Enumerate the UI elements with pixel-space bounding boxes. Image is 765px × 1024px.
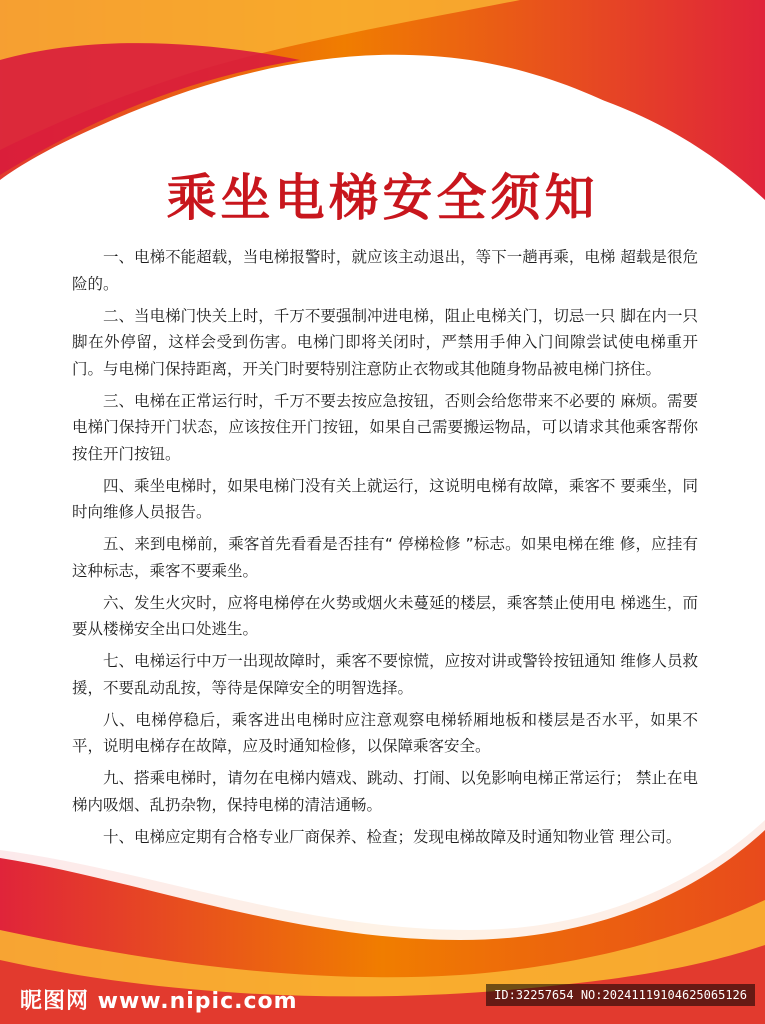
rule-8: 八、电梯停稳后，乘客进出电梯时应注意观察电梯轿厢地板和楼层是否水平，如果不平，说明电梯存在故障，应及时通知检修，以保障乘客安全。 xyxy=(72,710,698,755)
watermark-id: ID:32257654 NO:20241119104625065126 xyxy=(486,984,755,1006)
rule-2: 二、当电梯门快关上时，千万不要强制冲进电梯，阻止电梯关门，切忌一只 脚在内一只脚在外停留，这样会受到伤害。电梯门即将关闭时，严禁用手伸入门间隙尝试使电梯重开门。与电梯门保持距离，开关门时要特别注意防止衣物或其他随身物品被电梯门挤住。 xyxy=(72,306,698,378)
rule-4: 四、乘坐电梯时，如果电梯门没有关上就运行，这说明电梯有故障，乘客不 要乘坐，同时向维修人员报告。 xyxy=(72,476,698,521)
rule-9: 九、搭乘电梯时，请勿在电梯内嬉戏、跳动、打闹、以免影响电梯正常运行； 禁止在电梯内吸烟、乱扔杂物，保持电梯的清洁通畅。 xyxy=(72,769,698,814)
rule-5: 五、来到电梯前，乘客首先看看是否挂有“ 停梯检修 ”标志。如果电梯在维 修，应挂有这种标志，乘客不要乘坐。 xyxy=(72,535,698,580)
rule-7: 七、电梯运行中万一出现故障时，乘客不要惊慌，应按对讲或警铃按钮通知 维修人员救援，不要乱动乱按，等待是保障安全的明智选择。 xyxy=(72,652,698,697)
watermark-logo: 昵图网 www.nipic.com xyxy=(20,989,298,1014)
rules-list xyxy=(72,244,698,856)
rule-10: 十、电梯应定期有合格专业厂商保养、检查；发现电梯故障及时通知物业管 理公司。 xyxy=(103,827,682,846)
rule-6: 六、发生火灾时，应将电梯停在火势或烟火未蔓延的楼层，乘客禁止使用电 梯逃生，而要从楼梯安全出口处逃生。 xyxy=(72,593,698,638)
page-title: 乘坐电梯安全须知 xyxy=(166,169,599,227)
rule-3: 三、电梯在正常运行时，千万不要去按应急按钮，否则会给您带来不必要的 麻烦。需要电梯门保持开门状态，应该按住开门按钮，如果自己需要搬运物品，可以请求其他乘客帮你按住开门按钮。 xyxy=(72,391,698,463)
rule-1: 一、电梯不能超载，当电梯报警时，就应该主动退出，等下一趟再乘，电梯 超载是很危险的。 xyxy=(72,248,698,293)
